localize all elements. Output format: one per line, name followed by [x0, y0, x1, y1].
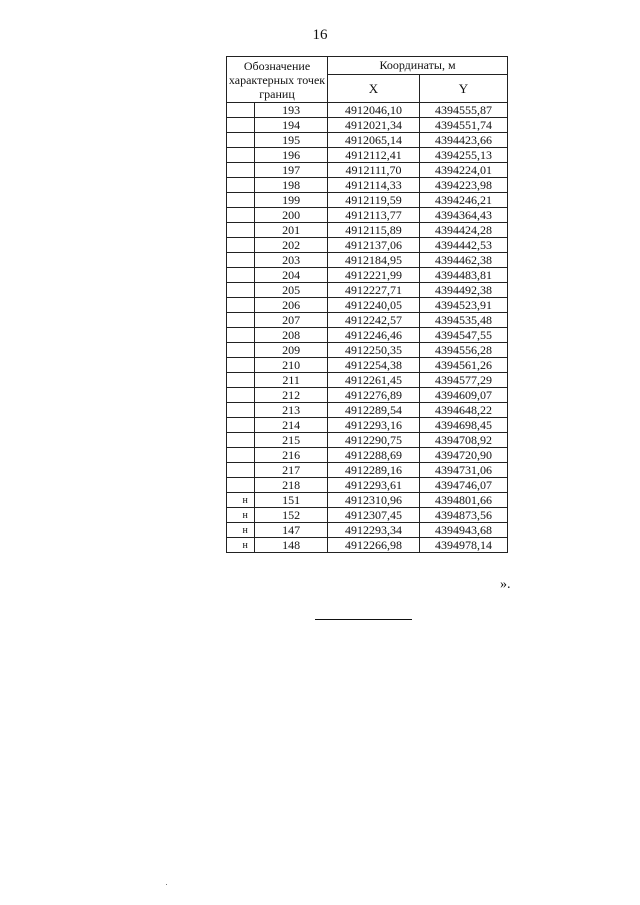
- point-mark: [227, 148, 255, 163]
- x-coordinate: 4912254,38: [328, 358, 420, 373]
- point-mark: [227, 208, 255, 223]
- y-coordinate: 4394648,22: [420, 403, 508, 418]
- x-coordinate: 4912240,05: [328, 298, 420, 313]
- point-mark: [227, 478, 255, 493]
- point-number: 199: [255, 193, 328, 208]
- table-row: [227, 118, 508, 133]
- table-row: [227, 358, 508, 373]
- point-mark: [227, 463, 255, 478]
- table-row: [227, 493, 508, 508]
- point-number: 208: [255, 328, 328, 343]
- point-mark: [227, 373, 255, 388]
- x-coordinate: 4912227,71: [328, 283, 420, 298]
- y-header: Y: [420, 75, 508, 103]
- closing-quote: ».: [500, 577, 511, 592]
- table-row: [227, 133, 508, 148]
- table-row: [227, 193, 508, 208]
- y-coordinate: 4394255,13: [420, 148, 508, 163]
- y-coordinate: 4394492,38: [420, 283, 508, 298]
- y-coordinate: 4394246,21: [420, 193, 508, 208]
- y-coordinate: 4394698,45: [420, 418, 508, 433]
- point-number: 207: [255, 313, 328, 328]
- point-number: 204: [255, 268, 328, 283]
- point-number: 200: [255, 208, 328, 223]
- point-number: 147: [255, 523, 328, 538]
- x-coordinate: 4912119,59: [328, 193, 420, 208]
- table-row: [227, 253, 508, 268]
- y-coordinate: 4394223,98: [420, 178, 508, 193]
- point-number: 202: [255, 238, 328, 253]
- page-number: 16: [312, 27, 328, 43]
- point-number: 201: [255, 223, 328, 238]
- y-coordinate: 4394873,56: [420, 508, 508, 523]
- x-coordinate: 4912246,46: [328, 328, 420, 343]
- x-coordinate: 4912261,45: [328, 373, 420, 388]
- table-row: [227, 388, 508, 403]
- point-number: 217: [255, 463, 328, 478]
- point-number: 196: [255, 148, 328, 163]
- point-mark: [227, 223, 255, 238]
- y-coordinate: 4394535,48: [420, 313, 508, 328]
- point-number: 151: [255, 493, 328, 508]
- x-coordinate: 4912111,70: [328, 163, 420, 178]
- table-row: [227, 223, 508, 238]
- table-row: [227, 268, 508, 283]
- table-row: [227, 178, 508, 193]
- point-mark: [227, 253, 255, 268]
- y-coordinate: 4394746,07: [420, 478, 508, 493]
- x-coordinate: 4912293,16: [328, 418, 420, 433]
- y-coordinate: 4394424,28: [420, 223, 508, 238]
- x-header: X: [328, 75, 420, 103]
- x-coordinate: 4912289,16: [328, 463, 420, 478]
- x-coordinate: 4912293,34: [328, 523, 420, 538]
- y-coordinate: 4394561,26: [420, 358, 508, 373]
- y-coordinate: 4394423,66: [420, 133, 508, 148]
- point-mark: [227, 358, 255, 373]
- point-number: 213: [255, 403, 328, 418]
- point-mark: [227, 298, 255, 313]
- x-coordinate: 4912114,33: [328, 178, 420, 193]
- y-coordinate: 4394943,68: [420, 523, 508, 538]
- point-number: 198: [255, 178, 328, 193]
- table-row: [227, 523, 508, 538]
- table-row: [227, 403, 508, 418]
- point-mark: [227, 403, 255, 418]
- point-number: 205: [255, 283, 328, 298]
- x-coordinate: 4912310,96: [328, 493, 420, 508]
- table-row: [227, 103, 508, 118]
- y-coordinate: 4394708,92: [420, 433, 508, 448]
- point-mark: [227, 193, 255, 208]
- x-coordinate: 4912065,14: [328, 133, 420, 148]
- table-body: [227, 103, 508, 553]
- x-coordinate: 4912266,98: [328, 538, 420, 553]
- y-coordinate: 4394609,07: [420, 388, 508, 403]
- y-coordinate: 4394547,55: [420, 328, 508, 343]
- y-coordinate: 4394577,29: [420, 373, 508, 388]
- x-coordinate: 4912137,06: [328, 238, 420, 253]
- point-mark: [227, 313, 255, 328]
- x-coordinate: 4912289,54: [328, 403, 420, 418]
- table-row: [227, 238, 508, 253]
- table-row: [227, 148, 508, 163]
- point-number: 215: [255, 433, 328, 448]
- table-row: [227, 298, 508, 313]
- table-row: [227, 343, 508, 358]
- x-coordinate: 4912250,35: [328, 343, 420, 358]
- point-number: 197: [255, 163, 328, 178]
- y-coordinate: 4394462,38: [420, 253, 508, 268]
- x-coordinate: 4912046,10: [328, 103, 420, 118]
- x-coordinate: 4912115,89: [328, 223, 420, 238]
- point-mark: [227, 328, 255, 343]
- point-mark: [227, 283, 255, 298]
- point-mark: [227, 178, 255, 193]
- y-coordinate: 4394442,53: [420, 238, 508, 253]
- coordinates-table: [226, 56, 508, 553]
- point-number: 203: [255, 253, 328, 268]
- y-coordinate: 4394523,91: [420, 298, 508, 313]
- y-coordinate: 4394801,66: [420, 493, 508, 508]
- table-row: [227, 328, 508, 343]
- point-mark: н: [227, 508, 255, 523]
- point-mark: н: [227, 538, 255, 553]
- y-coordinate: 4394483,81: [420, 268, 508, 283]
- table-row: [227, 538, 508, 553]
- table-row: [227, 463, 508, 478]
- point-number: 206: [255, 298, 328, 313]
- y-coordinate: 4394731,06: [420, 463, 508, 478]
- y-coordinate: 4394364,43: [420, 208, 508, 223]
- point-number: 211: [255, 373, 328, 388]
- x-coordinate: 4912242,57: [328, 313, 420, 328]
- point-mark: [227, 388, 255, 403]
- y-coordinate: 4394555,87: [420, 103, 508, 118]
- x-coordinate: 4912112,41: [328, 148, 420, 163]
- point-number: 209: [255, 343, 328, 358]
- x-coordinate: 4912307,45: [328, 508, 420, 523]
- point-number: 210: [255, 358, 328, 373]
- table-row: [227, 418, 508, 433]
- point-number: 214: [255, 418, 328, 433]
- x-coordinate: 4912184,95: [328, 253, 420, 268]
- point-number: 148: [255, 538, 328, 553]
- x-coordinate: 4912113,77: [328, 208, 420, 223]
- table-row: [227, 208, 508, 223]
- table-row: [227, 448, 508, 463]
- y-coordinate: 4394551,74: [420, 118, 508, 133]
- point-number: 194: [255, 118, 328, 133]
- point-mark: [227, 418, 255, 433]
- y-coordinate: 4394978,14: [420, 538, 508, 553]
- y-coordinate: 4394224,01: [420, 163, 508, 178]
- separator-line: [315, 619, 412, 620]
- point-mark: [227, 448, 255, 463]
- x-coordinate: 4912293,61: [328, 478, 420, 493]
- coordinates-header: Координаты, м: [328, 57, 508, 75]
- point-mark: н: [227, 523, 255, 538]
- point-number: 193: [255, 103, 328, 118]
- point-mark: [227, 343, 255, 358]
- point-mark: [227, 163, 255, 178]
- designation-header: Обозначение характерных точек границ: [227, 57, 328, 103]
- point-number: 195: [255, 133, 328, 148]
- x-coordinate: 4912276,89: [328, 388, 420, 403]
- point-mark: [227, 103, 255, 118]
- x-coordinate: 4912288,69: [328, 448, 420, 463]
- y-coordinate: 4394720,90: [420, 448, 508, 463]
- table-row: [227, 163, 508, 178]
- point-number: 216: [255, 448, 328, 463]
- x-coordinate: 4912221,99: [328, 268, 420, 283]
- point-mark: [227, 133, 255, 148]
- point-mark: [227, 238, 255, 253]
- table-row: [227, 433, 508, 448]
- table-row: [227, 478, 508, 493]
- table-row: [227, 283, 508, 298]
- x-coordinate: 4912021,34: [328, 118, 420, 133]
- point-mark: [227, 433, 255, 448]
- point-mark: [227, 268, 255, 283]
- point-mark: н: [227, 493, 255, 508]
- scan-speck: [166, 884, 167, 885]
- point-number: 152: [255, 508, 328, 523]
- point-number: 218: [255, 478, 328, 493]
- table-row: [227, 313, 508, 328]
- x-coordinate: 4912290,75: [328, 433, 420, 448]
- y-coordinate: 4394556,28: [420, 343, 508, 358]
- table-row: [227, 508, 508, 523]
- point-number: 212: [255, 388, 328, 403]
- table-row: [227, 373, 508, 388]
- point-mark: [227, 118, 255, 133]
